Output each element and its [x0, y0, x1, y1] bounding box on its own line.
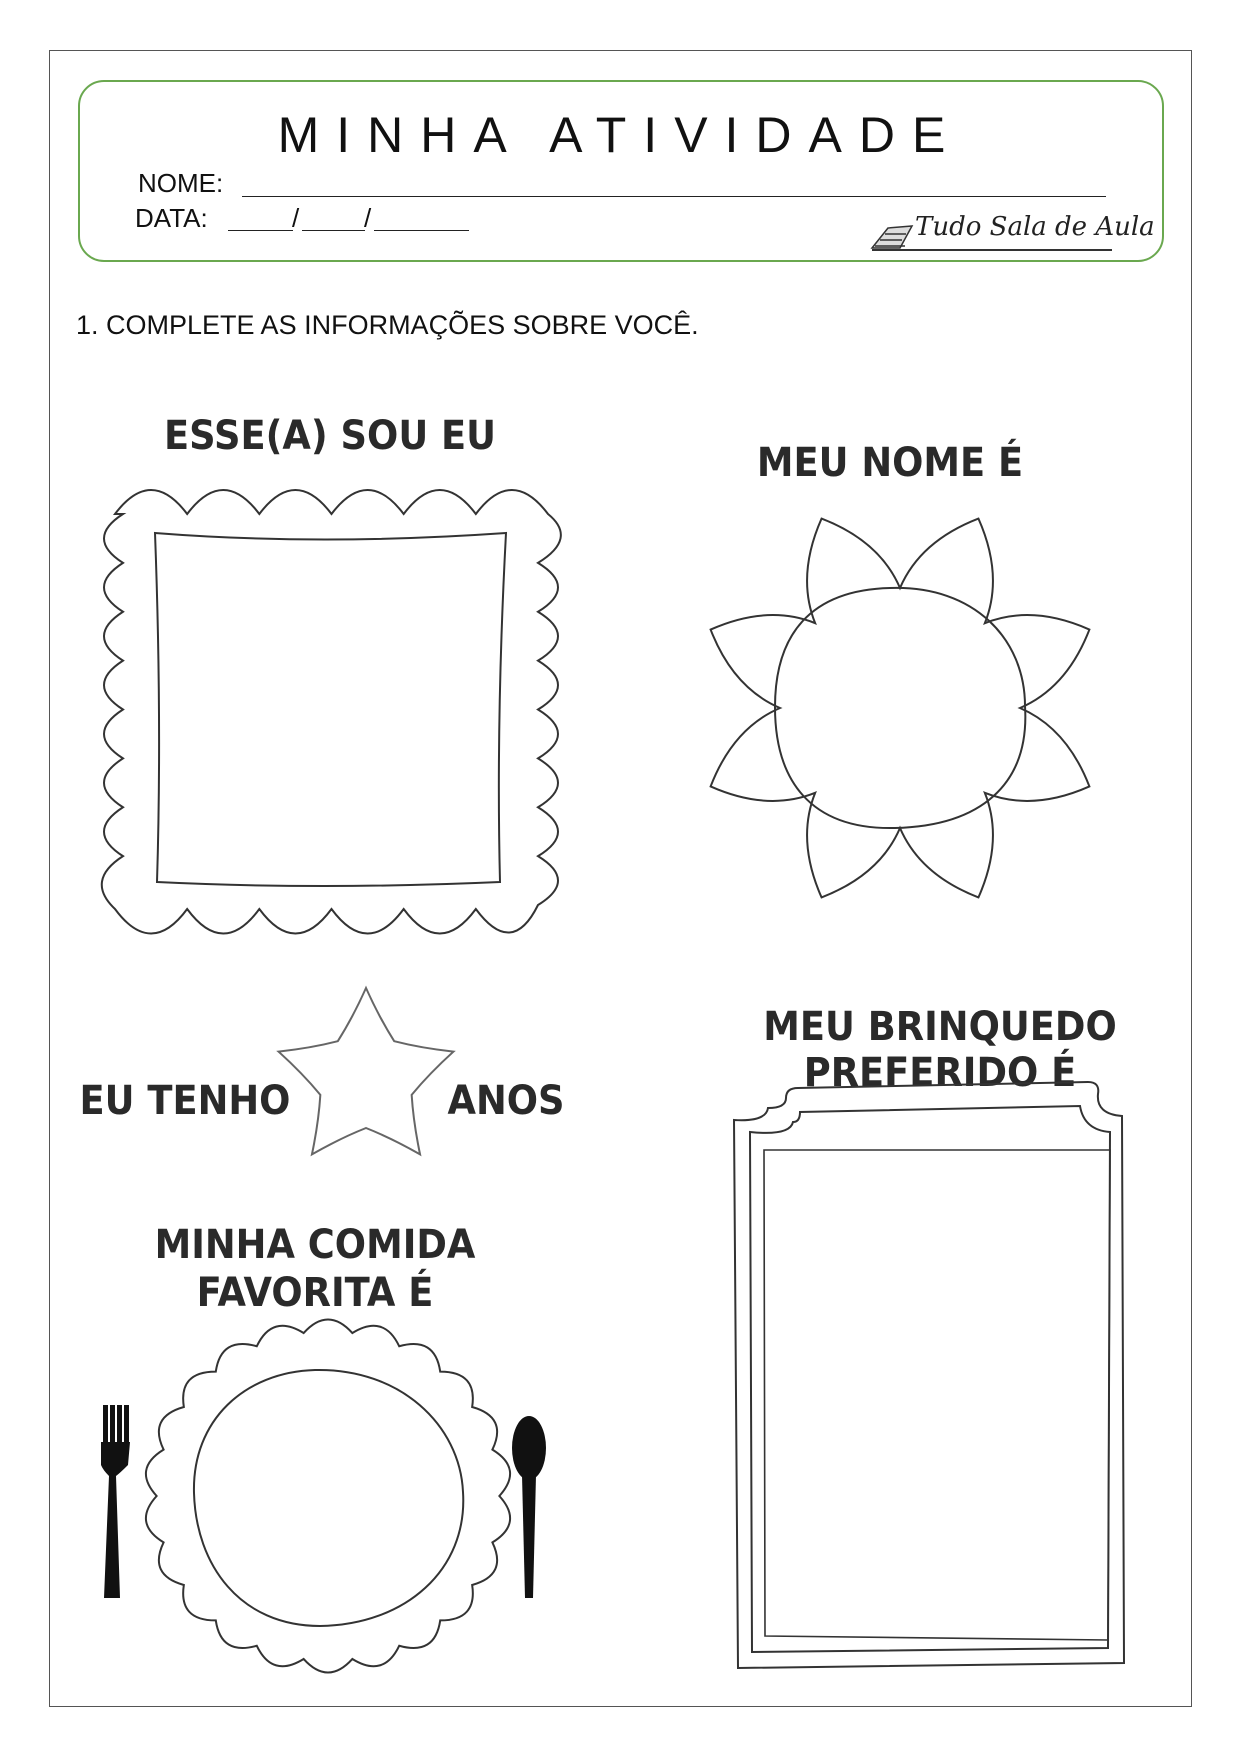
fork-icon	[101, 1405, 130, 1598]
heading-age-prefix: EU TENHO	[79, 1078, 291, 1124]
logo-text: Tudo Sala de Aula	[915, 212, 1155, 242]
plate-drawing[interactable]	[146, 1319, 510, 1672]
name-label: NOME:	[138, 168, 224, 198]
date-separator: /	[292, 203, 300, 233]
photo-frame[interactable]	[102, 490, 561, 934]
date-separator: /	[364, 203, 372, 233]
spoon-icon	[512, 1416, 546, 1598]
question-text: 1. COMPLETE AS INFORMAÇÕES SOBRE VOCÊ.	[76, 310, 699, 340]
heading-food-line2: FAVORITA É	[196, 1270, 434, 1316]
toy-frame[interactable]	[734, 1082, 1124, 1668]
heading-age-suffix: ANOS	[447, 1078, 565, 1124]
heading-toy-line1: MEU BRINQUEDO	[763, 1004, 1117, 1050]
heading-photo: ESSE(A) SOU EU	[163, 413, 497, 459]
heading-food-line1: MINHA COMIDA	[154, 1222, 476, 1268]
sun-drawing[interactable]	[711, 519, 1090, 898]
sheet-title: MINHA ATIVIDADE	[277, 107, 963, 163]
date-label: DATA:	[135, 203, 208, 233]
heading-name: MEU NOME É	[756, 440, 1024, 486]
star-drawing[interactable]	[279, 988, 454, 1154]
heading-toy-line2: PREFERIDO É	[803, 1050, 1077, 1096]
